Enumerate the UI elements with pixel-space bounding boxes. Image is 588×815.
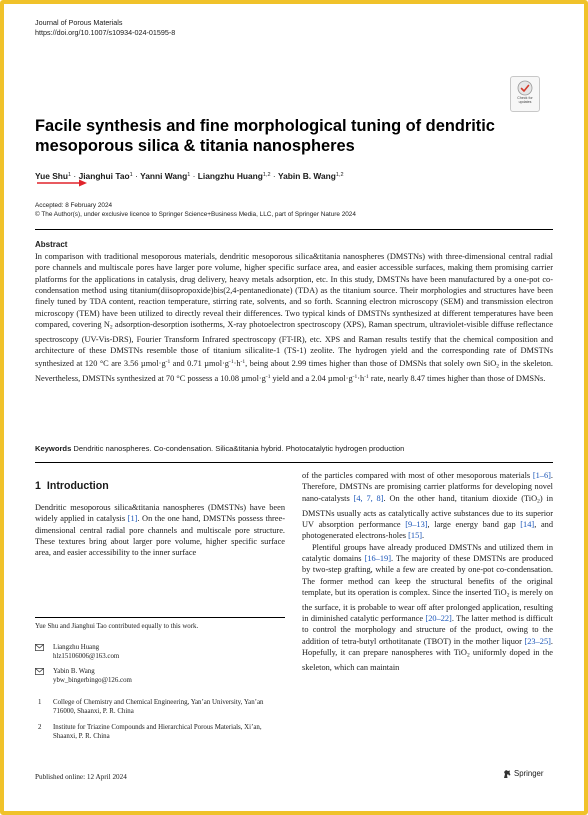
abstract-text-run: ·h: [357, 374, 365, 384]
intro-left-column: [35, 502, 285, 559]
superscript: -1: [352, 374, 358, 381]
body-text-run: , large energy band gap: [427, 519, 521, 529]
keywords: [35, 444, 553, 454]
body-text-run: Dendritic mesoporous silica&titania nanospheres (DMSTNs) have been widely applied in catalysis: [35, 503, 285, 524]
body-text-run: , and photogenerated electrons-holes: [302, 519, 553, 541]
abstract-text-run: in the skeleton. Nevertheless, DMSTNs synthesized at 70 °C possess a 10.08 µmol·g: [35, 358, 553, 384]
check-for-updates-badge[interactable]: [510, 76, 540, 112]
envelope-icon: [35, 644, 44, 651]
author-affiliation-mark: 1,2: [335, 172, 344, 178]
body-text-run: . The majority of these DMSTNs are produced by two-step grafting, while a few are created by one-pot co-condensation. The former method can keep the structural benefits of the original template, but its operation is complex. Since the inserted TiO: [302, 553, 553, 597]
publisher-name: Springer: [514, 769, 544, 778]
check-for-updates-icon: [517, 80, 533, 96]
contact-huang: [35, 643, 285, 661]
citation-link[interactable]: [4, 7, 8]: [353, 493, 384, 503]
body-text-run: is merely on the surface, it is probable to wear off after prolonged application, resulting in diminished catalytic performance: [302, 587, 553, 624]
affiliation-text: Institute for Triazine Compounds and Hierarchical Porous Materials, Xi’an, Shaanxi, P. R. China: [53, 724, 262, 741]
intro-paragraph-1-cont: [302, 470, 553, 542]
springer-horse-icon: [502, 769, 512, 779]
author-name[interactable]: Jianghui Tao: [78, 171, 130, 181]
section-number: 1: [35, 480, 41, 492]
citation-link[interactable]: [23–25]: [524, 636, 551, 646]
doi-link[interactable]: https://doi.org/10.1007/s10934-024-01595-8: [35, 28, 176, 37]
body-text-run: . On the one hand, DMSTNs possess three-dimensional central radial pore channels and multiscale pore structure. These textures bring about larger pore volume, higher specific surface area, and easier accessibility to the inner surface: [35, 514, 285, 558]
body-text-run: . On the other hand, titanium dioxide (TiO: [383, 493, 538, 503]
contact-wang: [35, 667, 285, 685]
section-heading-introduction: [35, 480, 109, 493]
affiliation-1: [35, 698, 285, 716]
superscript: -1: [240, 358, 246, 365]
affiliation-number: 2: [38, 724, 42, 731]
keywords-text: Dendritic nanospheres. Co-condensation. Silica&titania hybrid. Photocatalytic hydrogen production: [73, 444, 405, 453]
author-affiliation-mark: 1: [187, 172, 191, 178]
abstract-text-run: In comparison with traditional mesoporous materials, dendritic mesoporous silica&titania nanospheres (DMSTNs) with three-dimensional central radial pore channels and multiscale pores have larger pore volume, higher specific surface area, and easier accessible surfaces, making them promising carrier platforms for the applications in catalysis, drug delivery, heavy metals adsorption, etc. In this study, DMSTNs have been manufactured by a one-pot co-condensation method using titanium(diisopropoxide)bis(2,4-pentanedionate) (TDA) as the titanium source. Their morphologies and structures have been finely tuned by TDA content, reaction temperature, stirring rate, solvents, and so forth. Scanning electron microscopy (SEM) and transmission electron microscopy (TEM) have been utilized to directly reveal their differences. Two typical kinds of DMSTNs synthesized at different temperatures have been compared, covering N: [35, 252, 553, 330]
superscript: -1: [265, 374, 271, 381]
footnote-divider: [35, 617, 285, 618]
keywords-label: Keywords: [35, 444, 72, 453]
author-separator: ·: [132, 171, 141, 181]
abstract-heading: Abstract: [35, 240, 68, 249]
body-text-run: . The latter method is difficult to control the morphology and structure of the product, owing to the addition of tetra-butyl orthotitanate (TBOT) in the mother liquor: [302, 614, 553, 646]
affiliation-text: College of Chemistry and Chemical Engineering, Yan’an University, Yan’an 716000, Shaanxi, P. R. China: [53, 699, 264, 716]
abstract-text-run: rate, nearly 8.47 times higher than those of DMSNs.: [368, 374, 546, 384]
contact-name: Yabin B. Wang: [53, 668, 95, 675]
body-text-run: uniformly doped in the skeleton, which can maintain: [302, 648, 553, 672]
citation-link[interactable]: [14]: [520, 519, 535, 529]
citation-link[interactable]: [9–13]: [405, 519, 428, 529]
author-separator: ·: [71, 171, 79, 181]
intro-paragraph-1: [35, 502, 285, 559]
superscript: -1: [165, 358, 171, 365]
author-separator: ·: [190, 171, 198, 181]
subscript: 2: [506, 592, 510, 599]
author-affiliation-mark: 1,2: [262, 172, 271, 178]
envelope-icon: [35, 668, 44, 675]
contact-name: Liangzhu Huang: [53, 644, 100, 651]
article-title: Facile synthesis and fine morphological tuning of dendritic mesoporous silica & titania nanospheres: [35, 117, 495, 155]
author-name[interactable]: Yabin B. Wang: [278, 171, 336, 181]
citation-link[interactable]: [20–22]: [425, 614, 452, 624]
body-text-run: . Therefore, DMSTNs are promising carrier platforms for developing novel nano-catalysts: [302, 471, 553, 503]
author-list: [35, 170, 535, 182]
badge-label: Check for updates: [517, 96, 533, 105]
abstract-text-run: yield and a 2.04 µmol·g: [270, 374, 353, 384]
citation-link[interactable]: [1–6]: [532, 471, 551, 480]
abstract-text: [35, 251, 553, 385]
running-header: [35, 18, 555, 38]
section-title: Introduction: [46, 480, 109, 492]
citation-link[interactable]: [1]: [127, 514, 138, 524]
author-name[interactable]: Yanni Wang: [140, 171, 188, 181]
body-text-run: .: [422, 531, 425, 541]
body-text-run: Plentiful groups have already produced DMSTNs and utilized them in catalytic domains: [302, 542, 553, 563]
header-divider: [35, 229, 553, 230]
keywords-divider: [35, 462, 553, 463]
subscript: 2: [109, 324, 113, 331]
subscript: 2: [537, 498, 540, 505]
affiliation-number: 1: [38, 699, 42, 706]
published-online-date: Published online: 12 April 2024: [35, 773, 127, 781]
author-separator: ·: [270, 171, 279, 181]
author-name[interactable]: Yue Shu: [35, 171, 69, 181]
publisher-logo: [502, 769, 543, 779]
body-text-run: of the particles compared with most of other mesoporous materials: [302, 471, 533, 480]
subscript: 2: [496, 363, 500, 370]
affiliation-2: [35, 723, 285, 741]
citation-link[interactable]: [15]: [408, 531, 423, 541]
abstract-text-run: and 0.71 µmol·g: [170, 358, 229, 368]
body-text-run: ) in DMSTNs usually acts as catalytically active substances due to its superior UV absorption performance: [302, 493, 553, 529]
journal-name: Journal of Porous Materials: [35, 18, 123, 27]
citation-link[interactable]: [16–19]: [364, 553, 391, 563]
abstract-text-run: ·h: [233, 358, 241, 368]
equal-contribution-note: Yue Shu and Jianghui Tao contributed equally to this work.: [35, 623, 199, 630]
intro-paragraph-2: [302, 542, 553, 674]
author-name[interactable]: Liangzhu Huang: [197, 171, 263, 181]
superscript: -1: [364, 374, 369, 381]
abstract-text-run: , being about 2.99 times higher than those of DMSNs that solely own SiO: [245, 358, 497, 368]
copyright-notice: © The Author(s), under exclusive licence to Springer Science+Business Media, LLC, part of Springer Nature 2024: [35, 211, 356, 218]
abstract-text-run: adsorption-desorption isotherms, X-ray photoelectron spectroscopy (XPS), Raman spectrum, ultraviolet-visible diffuse reflectance spectroscopy (UV-Vis-DRS), Fourier Transform Infrared spectroscopy (FT-IR), etc. XPS and Raman results testify that the chemical composition and architecture of these DMSTNs resemble those of titanium silicalite-1 (TS-1) zeolite. The hydrogen yield and the corresponding rate of DMSTNs synthesized at 120 °C are 3.56 µmol·g: [35, 320, 554, 368]
intro-right-column: [302, 470, 553, 673]
author-affiliation-mark: 1: [68, 172, 72, 178]
author-affiliation-mark: 1: [129, 172, 133, 178]
subscript: 2: [466, 652, 470, 659]
contact-email[interactable]: ybw_bingerbingo@126.com: [53, 677, 132, 685]
superscript: -1: [228, 358, 234, 365]
accepted-date: Accepted: 8 February 2024: [35, 202, 113, 209]
body-text-run: . Hopefully, it can prepare nanospheres with TiO: [302, 636, 553, 658]
contact-email[interactable]: hlz15106006@163.com: [53, 653, 120, 661]
red-arrow-annotation: [36, 178, 88, 188]
